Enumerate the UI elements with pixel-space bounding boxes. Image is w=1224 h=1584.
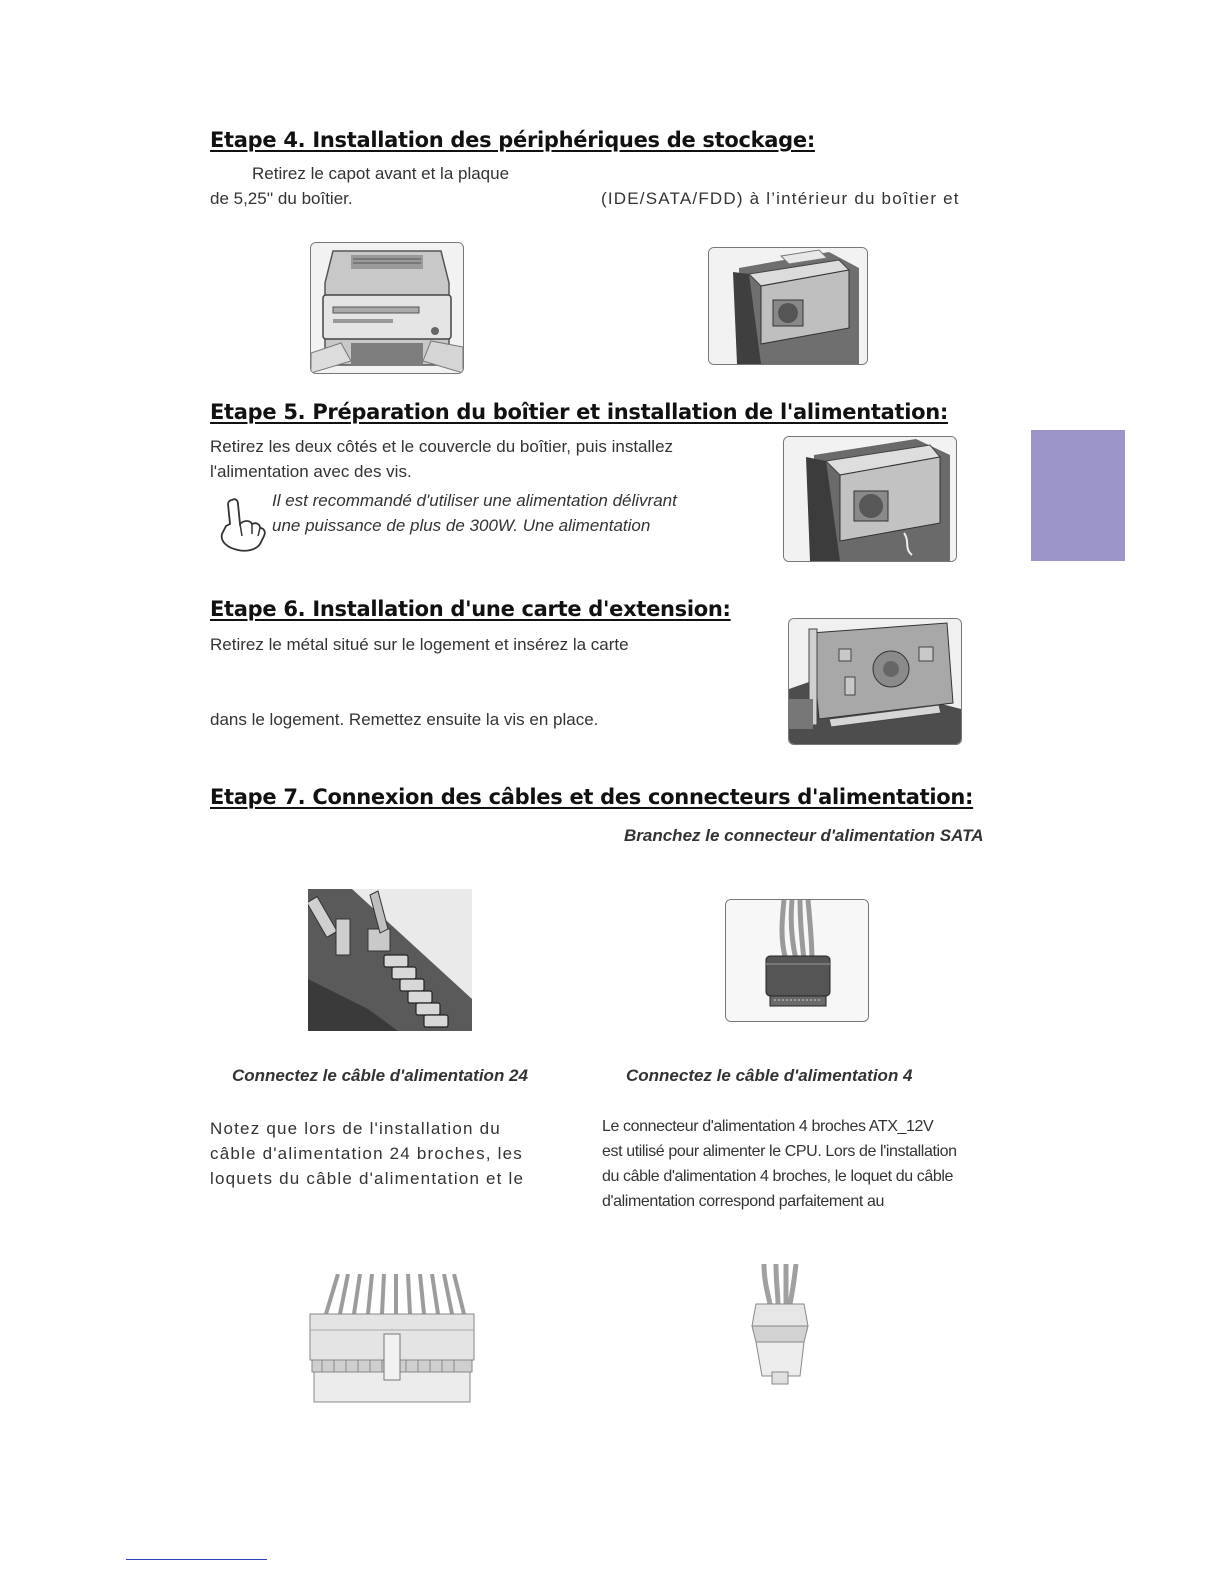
step5-line1: Retirez les deux côtés et le couvercle du boîtier, puis installez (210, 437, 674, 456)
right-text-2: est utilisé pour alimenter le CPU. Lors de l'installation (602, 1143, 957, 1160)
step4-line2-left: de 5,25'' du boîtier. (210, 189, 353, 208)
step5-note1: Il est recommandé d'utiliser une alimentation délivrant (272, 491, 677, 510)
left-text-1: Notez que lors de l'installation du (210, 1119, 501, 1138)
right-text-1: Le connecteur d'alimentation 4 broches ATX_12V (602, 1118, 934, 1135)
cap-24pin: Connectez le câble d'alimentation 24 (232, 1066, 528, 1085)
sata-power-connector-image (725, 899, 869, 1022)
step7-heading: Etape 7. Connexion des câbles et des connecteurs d'alimentation: (210, 785, 974, 809)
step6-line2: dans le logement. Remettez ensuite la vis en place. (210, 710, 599, 729)
chapter-side-tab (1031, 430, 1125, 561)
footnote-rule (126, 1559, 267, 1560)
step5-heading: Etape 5. Préparation du boîtier et installation de l'alimentation: (210, 400, 949, 424)
cap-4pin: Connectez le câble d'alimentation 4 (626, 1066, 913, 1085)
right-text-4: d'alimentation correspond parfaitement au (602, 1193, 884, 1210)
sata-ports-image (308, 889, 472, 1031)
left-text-2: câble d'alimentation 24 broches, les (210, 1144, 523, 1163)
right-text-3: du câble d'alimentation 4 broches, le loquet du câble (602, 1168, 953, 1185)
step5-note2: une puissance de plus de 300W. Une alimentation (272, 516, 651, 535)
24pin-connector-image (308, 1274, 476, 1404)
step4-line2-right: (IDE/SATA/FDD) à l’intérieur du boîtier et (601, 189, 960, 208)
step6-line1: Retirez le métal situé sur le logement et insérez la carte (210, 635, 629, 654)
left-text-3: loquets du câble d'alimentation et le (210, 1169, 525, 1188)
drive-bay-image (310, 242, 464, 374)
step4-line1: Retirez le capot avant et la plaque (252, 164, 510, 183)
sata-power-caption: Branchez le connecteur d'alimentation SATA (624, 826, 984, 845)
power-supply-image (783, 436, 957, 562)
expansion-card-image (788, 618, 962, 745)
step5-line2: l'alimentation avec des vis. (210, 462, 412, 481)
pointing-hand-icon (216, 496, 268, 554)
case-drive-image (708, 247, 868, 365)
step4-heading: Etape 4. Installation des périphériques de stockage: (210, 128, 815, 152)
4pin-connector-image (746, 1264, 812, 1386)
step6-heading: Etape 6. Installation d'une carte d'extension: (210, 597, 731, 621)
